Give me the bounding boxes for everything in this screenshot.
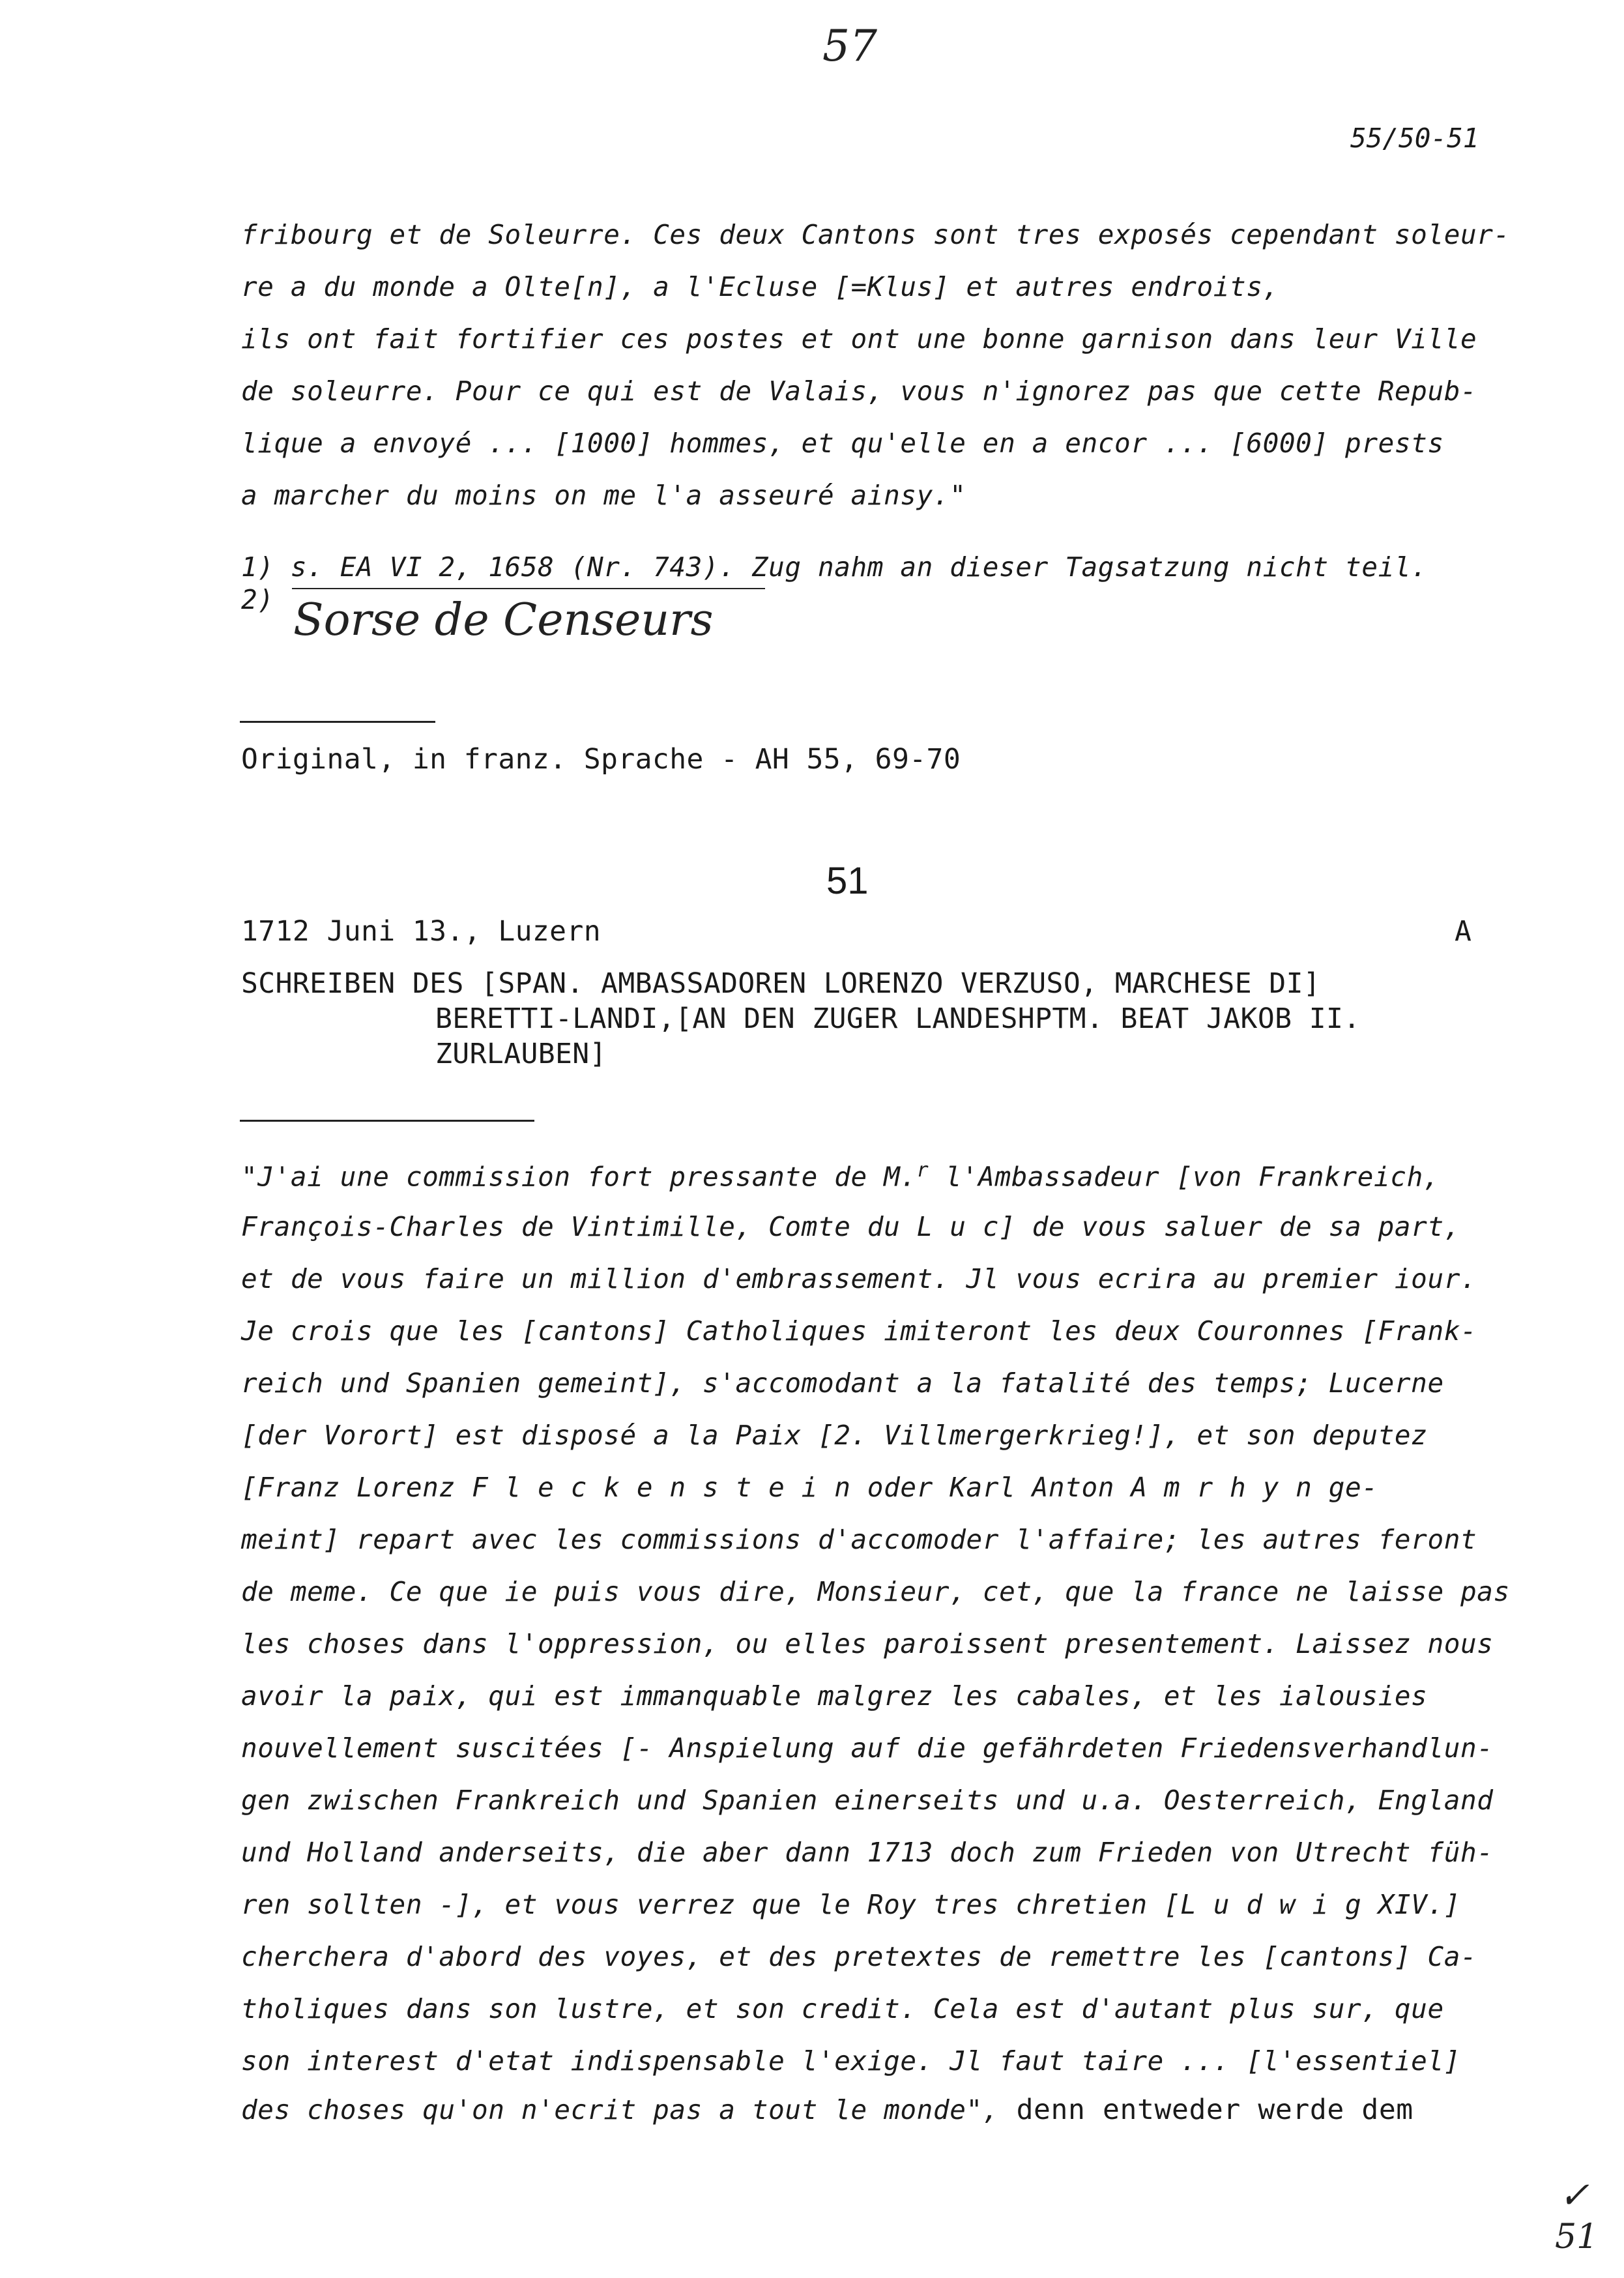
source-note: Original, in franz. Sprache - AH 55, 69-70 [241, 743, 961, 776]
letter-last-upright: denn entweder werde dem [999, 2094, 1414, 2126]
letter-line: [der Vorort] est disposé a la Paix [2. Villmergerkrieg!], et son deputez [241, 1420, 1428, 1451]
document-title-line: ZURLAUBEN] [435, 1038, 607, 1070]
document-title-line: BERETTI-LANDI,[AN DEN ZUGER LANDESHPTM. BEAT JAKOB II. [435, 1002, 1361, 1035]
continuation-line: fribourg et de Soleurre. Ces deux Cantons sont tres exposés cependant soleur- [241, 219, 1510, 250]
continuation-line: a marcher du moins on me l'a asseuré ainsy." [241, 480, 966, 511]
title-rule [240, 1120, 534, 1122]
handwritten-page-number: 57 [822, 21, 877, 71]
continuation-line: re a du monde a Olte[n], a l'Ecluse [=Klus] et autres endroits, [241, 271, 1279, 302]
date-place: 1712 Juni 13., Luzern [241, 915, 602, 948]
letter-line: gen zwischen Frankreich und Spanien einerseits und u.a. Oesterreich, England [241, 1785, 1494, 1816]
letter-line: meint] repart avec les commissions d'accomoder l'affaire; les autres feront [241, 1524, 1477, 1555]
letter-line [241, 1159, 1440, 1193]
footnote-2-label: 2) [241, 584, 274, 615]
footnote-rule [292, 588, 765, 589]
checkmark-icon: ✓ [1559, 2174, 1589, 2217]
letter-line: Je crois que les [cantons] Catholiques imiteront les deux Couronnes [Frank- [241, 1315, 1477, 1347]
letter-line: [Franz Lorenz F l e c k e n s t e i n oder Karl Anton A m r h y n ge- [241, 1472, 1378, 1503]
separator-rule [240, 721, 435, 723]
letter-line-end: l'Ambassadeur [von Frankreich, [929, 1161, 1440, 1193]
letter-line: les choses dans l'oppression, ou elles paroissent presentement. Laissez nous [241, 1628, 1494, 1659]
letter-line: de meme. Ce que ie puis vous dire, Monsieur, cet, que la france ne laisse pas [241, 1576, 1510, 1607]
letter-last-italic: des choses qu'on n'ecrit pas a tout le monde", [241, 2094, 1000, 2125]
document-marker: A [1455, 915, 1472, 948]
letter-line-start: "J'ai une commission fort pressante de M. [241, 1161, 917, 1193]
letter-line: son interest d'etat indispensable l'exige. Jl faut taire ... [l'essentiel] [241, 2045, 1461, 2077]
letter-line: und Holland anderseits, die aber dann 1713 doch zum Frieden von Utrecht füh- [241, 1837, 1494, 1868]
letter-line: avoir la paix, qui est immanquable malgrez les cabales, et les ialousies [241, 1680, 1428, 1712]
letter-line [241, 2094, 1414, 2126]
letter-line: et de vous faire un million d'embrassement. Jl vous ecrira au premier iour. [241, 1263, 1477, 1294]
footnote-2-handwritten: Sorse de Censeurs [293, 594, 714, 646]
letter-line: tholiques dans son lustre, et son credit. Cela est d'autant plus sur, que [241, 1993, 1444, 2024]
letter-line: ren sollten -], et vous verrez que le Roy tres chretien [L u d w i g XIV.] [241, 1889, 1461, 1920]
corner-note: 51 [1555, 2217, 1599, 2256]
continuation-line: ils ont fait fortifier ces postes et ont une bonne garnison dans leur Ville [241, 323, 1477, 355]
letter-line: reich und Spanien gemeint], s'accomodant a la fatalité des temps; Lucerne [241, 1367, 1444, 1399]
document-title-line: SCHREIBEN DES [SPAN. AMBASSADOREN LORENZO VERZUSO, MARCHESE DI] [241, 967, 1321, 1000]
footnote-1: 1) s. EA VI 2, 1658 (Nr. 743). Zug nahm an dieser Tagsatzung nicht teil. [241, 551, 1428, 583]
letter-line: cherchera d'abord des voyes, et des pretextes de remettre les [cantons] Ca- [241, 1941, 1477, 1972]
document-number: 51 [826, 860, 869, 902]
continuation-line: de soleurre. Pour ce qui est de Valais, vous n'ignorez pas que cette Repub- [241, 375, 1477, 407]
letter-line: nouvellement suscitées [- Anspielung auf die gefährdeten Friedensverhandlun- [241, 1732, 1494, 1764]
archive-reference: 55/50-51 [1350, 123, 1479, 154]
continuation-line: lique a envoyé ... [1000] hommes, et qu'elle en a encor ... [6000] prests [241, 428, 1444, 459]
superscript-r: r [916, 1159, 929, 1182]
letter-line: François-Charles de Vintimille, Comte du L u c] de vous saluer de sa part, [241, 1211, 1461, 1242]
